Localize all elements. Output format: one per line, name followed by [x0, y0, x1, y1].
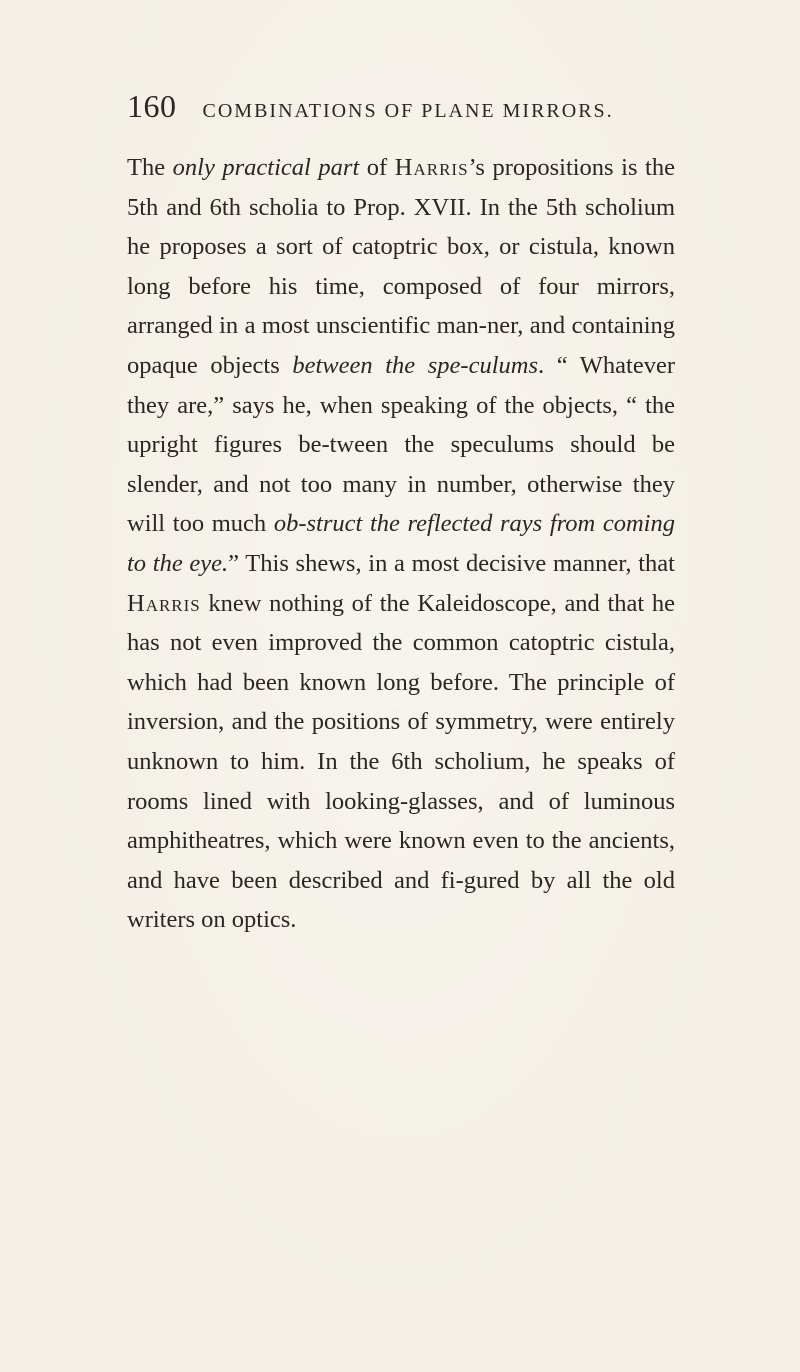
italic-emphasis: between the spe-culums: [292, 351, 538, 379]
italic-emphasis: only practical part: [172, 154, 360, 181]
body-text: [127, 148, 675, 940]
text-run: The: [127, 154, 173, 181]
author-name-small-caps: Harris: [127, 589, 201, 617]
text-run: knew nothing of the Kaleidoscope, and that he has not even improved the common catoptric cistula, which had been known long before. The principle of inversion, and the positions of symmetry, were entirely unknown to him. In the 6th scholium, he speaks of rooms lined with looking-glasses, and of luminous amphitheatres, which were known even to the ancients, and have been described and fi-gured by all the old writers on optics.: [127, 589, 675, 934]
page-number: 160: [127, 88, 177, 124]
italic-quotation: ob-struct the reflected rays from coming to the eye.: [127, 510, 675, 577]
text-run: of: [359, 154, 395, 181]
text-run: ” This shews, in a most decisive manner, that: [228, 549, 675, 577]
running-title: COMBINATIONS OF PLANE MIRRORS.: [202, 100, 614, 122]
running-head: [127, 88, 687, 128]
text-run: ’s propositions is the 5th and 6th scholia to Prop. XVII. In the 5th scholium he proposes a sort of catoptric box, or cistula, known long before his time, composed of four mirrors, arranged in a most unscientific man-ner, and containing opaque objects: [127, 154, 675, 379]
author-name-small-caps: Harris: [394, 154, 469, 181]
paragraph: [127, 148, 675, 940]
text-run: . “ Whatever they are,” says he, when speaking of the objects, “ the upright figures be-tween the speculums should be slender, and not too many in number, otherwise they will too much: [127, 351, 675, 538]
